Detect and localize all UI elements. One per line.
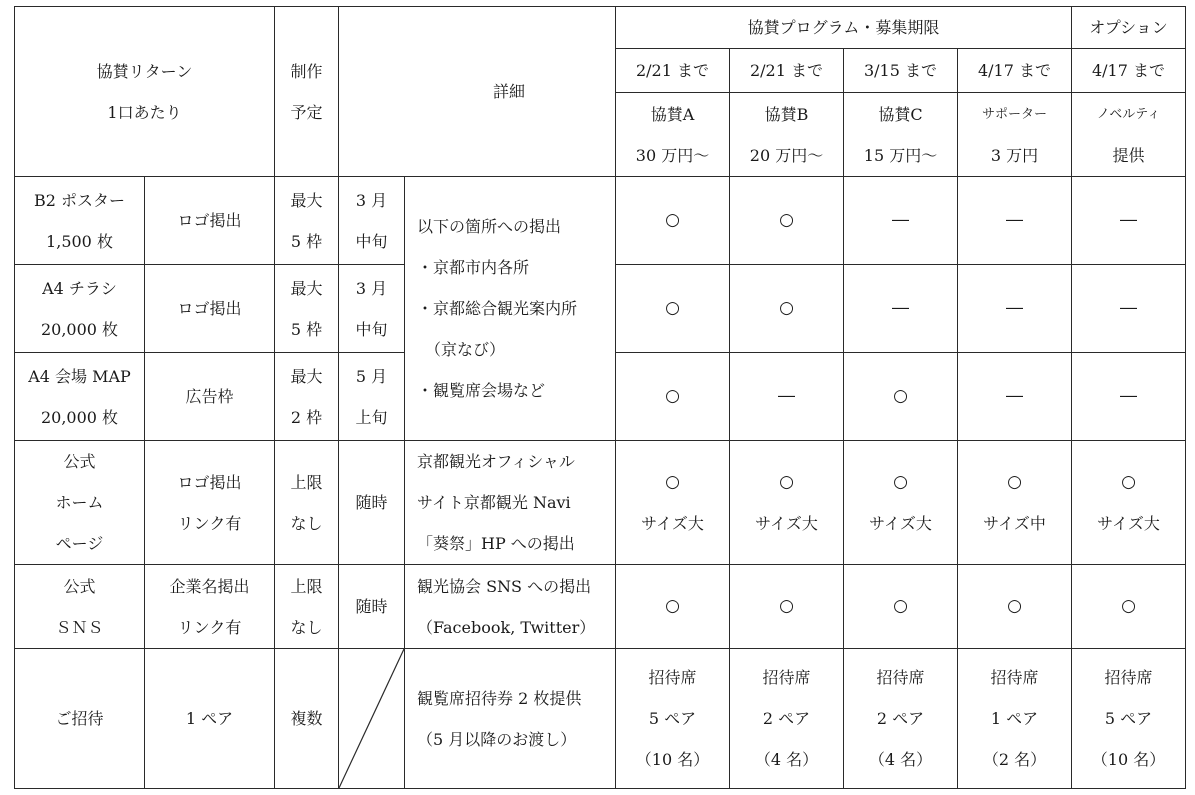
value-line: 2 ペア — [762, 709, 811, 728]
option-header: オプション — [1072, 7, 1186, 49]
diagonal-slash — [339, 649, 404, 788]
details-line: ・観覧席会場など — [417, 381, 546, 400]
availability-mark: ○ — [893, 596, 908, 616]
availability-mark: ― — [778, 386, 795, 406]
schedule-cell — [339, 177, 405, 265]
content-cell — [145, 649, 275, 789]
value-line: （10 名） — [635, 750, 710, 769]
details-line: 京都観光オフィシャル — [417, 452, 575, 471]
content-line: リンク有 — [177, 513, 242, 533]
program-price: 15 万円～ — [863, 145, 938, 165]
content-cell — [145, 441, 275, 565]
program-value-cell — [616, 177, 730, 265]
item-line: 20,000 枚 — [40, 319, 119, 339]
program-price: 20 万円～ — [749, 145, 824, 165]
program-value-cell — [730, 353, 844, 441]
schedule-line: 5 月 — [355, 366, 388, 386]
schedule-line: 随時 — [355, 597, 388, 616]
details-line: 「葵祭」HP への掲出 — [417, 534, 575, 553]
table-row — [15, 441, 1186, 565]
program-value-cell — [616, 565, 730, 649]
availability-mark: ○ — [665, 210, 680, 230]
deadline-cell: 4/17 まで — [1072, 49, 1186, 93]
content-cell — [145, 177, 275, 265]
item-line: ページ — [55, 534, 104, 553]
limit-cell — [275, 441, 339, 565]
item-cell — [15, 265, 145, 353]
program-value-cell — [730, 177, 844, 265]
return-subtitle: 1口あたり — [107, 102, 182, 122]
program-name: 協賛A — [650, 104, 695, 124]
details-line: 観光協会 SNS への掲出 — [417, 576, 592, 596]
limit-cell — [275, 565, 339, 649]
availability-mark: ― — [1120, 210, 1137, 230]
program-value-cell — [1072, 177, 1186, 265]
value-line: 2 ペア — [876, 709, 925, 728]
limit-cell — [275, 649, 339, 789]
details-line: サイト京都観光 Navi — [417, 493, 571, 512]
program-value-cell — [1072, 441, 1186, 565]
value-line: 1 ペア — [990, 709, 1039, 728]
program-value-cell — [844, 649, 958, 789]
availability-mark: ○ — [779, 298, 794, 318]
details-cell — [405, 565, 616, 649]
program-value-cell — [958, 441, 1072, 565]
item-cell — [15, 565, 145, 649]
item-line: A4 チラシ — [42, 278, 117, 298]
program-cell — [1072, 93, 1186, 177]
program-value-cell — [844, 265, 958, 353]
item-line: A4 会場 MAP — [28, 366, 131, 386]
availability-mark: ○ — [665, 596, 680, 616]
limit-line: 複数 — [290, 709, 323, 728]
item-line: ご招待 — [55, 709, 104, 728]
limit-line: なし — [290, 617, 323, 637]
content-line: リンク有 — [177, 617, 242, 637]
content-cell — [145, 565, 275, 649]
program-value-cell — [616, 649, 730, 789]
availability-mark: ― — [1006, 210, 1023, 230]
content-cell — [145, 353, 275, 441]
program-value-cell — [844, 441, 958, 565]
value-line: 5 ペア — [648, 709, 697, 728]
program-value-cell — [730, 441, 844, 565]
program-cell — [958, 93, 1072, 177]
value-line: サイズ大 — [1097, 513, 1160, 533]
program-value-cell — [730, 565, 844, 649]
value-line: 招待席 — [648, 668, 697, 687]
value-line: 招待席 — [990, 668, 1039, 687]
program-value-cell — [844, 565, 958, 649]
content-line: ロゴ掲出 — [177, 472, 242, 492]
program-name: ノベルティ — [1096, 106, 1161, 122]
availability-mark: ○ — [665, 386, 680, 406]
table-row — [15, 177, 1186, 265]
schedule-cell-empty — [339, 649, 405, 789]
availability-mark: ― — [892, 210, 909, 230]
program-value-cell — [616, 441, 730, 565]
item-line: 20,000 枚 — [40, 407, 119, 427]
details-line: （5 月以降のお渡し） — [417, 729, 577, 749]
program-value-cell — [958, 565, 1072, 649]
program-value-cell — [616, 353, 730, 441]
availability-mark: ○ — [779, 210, 794, 230]
program-value-cell — [730, 265, 844, 353]
limit-line: 最大 — [290, 366, 323, 386]
value-line: 招待席 — [876, 668, 925, 687]
availability-mark: ○ — [665, 298, 680, 318]
program-value-cell — [958, 649, 1072, 789]
return-title: 協賛リターン — [96, 61, 193, 81]
limit-cell — [275, 265, 339, 353]
item-line: B2 ポスター — [33, 190, 126, 210]
value-line: （4 名） — [868, 750, 933, 769]
value-line: サイズ大 — [869, 513, 932, 533]
value-line: （4 名） — [754, 750, 819, 769]
availability-mark: ○ — [1007, 471, 1022, 492]
program-price: 提供 — [1112, 145, 1145, 165]
availability-mark: ― — [1006, 298, 1023, 318]
limit-line: 上限 — [290, 576, 323, 596]
details-line: 観覧席招待券 2 枚提供 — [417, 688, 582, 708]
item-cell — [15, 177, 145, 265]
deadline-cell: 3/15 まで — [844, 49, 958, 93]
program-value-cell — [1072, 265, 1186, 353]
schedule-cell — [339, 565, 405, 649]
limit-line: なし — [290, 513, 323, 533]
limit-line: 2 枠 — [290, 407, 323, 427]
availability-mark: ― — [1120, 386, 1137, 406]
item-cell — [15, 649, 145, 789]
value-line: サイズ大 — [641, 513, 704, 533]
deadline-cell: 4/17 まで — [958, 49, 1072, 93]
schedule-line: 随時 — [355, 493, 388, 512]
program-cell — [844, 93, 958, 177]
schedule-cell — [339, 441, 405, 565]
program-value-cell — [1072, 565, 1186, 649]
program-value-cell — [730, 649, 844, 789]
limit-cell — [275, 177, 339, 265]
program-price: 30 万円～ — [635, 145, 710, 165]
details-cell — [405, 649, 616, 789]
details-line: （京なび） — [417, 340, 506, 359]
availability-mark: ○ — [1007, 596, 1022, 616]
program-value-cell — [1072, 649, 1186, 789]
availability-mark: ○ — [893, 471, 908, 492]
item-line: ＳＮＳ — [55, 617, 104, 637]
limit-line: 最大 — [290, 278, 323, 298]
program-name: サポーター — [981, 106, 1047, 122]
schedule-cell — [339, 353, 405, 441]
schedule-line: 中旬 — [355, 319, 388, 339]
value-line: 5 ペア — [1104, 709, 1153, 728]
details-line: ・京都総合観光案内所 — [417, 299, 578, 318]
table-row — [15, 649, 1186, 789]
value-line: 招待席 — [1104, 668, 1153, 687]
schedule-header — [275, 7, 339, 177]
schedule-line: 3 月 — [355, 278, 388, 298]
details-cell — [405, 441, 616, 565]
availability-mark: ― — [1006, 386, 1023, 406]
content-line: 1 ペア — [185, 709, 234, 728]
deadline-cell: 2/21 まで — [616, 49, 730, 93]
availability-mark: ○ — [665, 471, 680, 492]
shared-details-cell — [405, 177, 616, 441]
availability-mark: ○ — [1121, 596, 1136, 616]
item-line: 1,500 枚 — [46, 231, 113, 251]
details-line: （Facebook, Twitter） — [417, 617, 596, 637]
program-name: 協賛B — [764, 104, 809, 124]
value-line: 招待席 — [762, 668, 811, 687]
program-name: 協賛C — [878, 104, 923, 124]
value-line: サイズ大 — [755, 513, 818, 533]
return-header — [15, 7, 275, 177]
schedule-header-line: 制作 — [290, 61, 323, 81]
program-value-cell — [958, 265, 1072, 353]
item-cell — [15, 353, 145, 441]
program-price: 3 万円 — [990, 145, 1039, 165]
availability-mark: ○ — [779, 596, 794, 616]
table-row — [15, 565, 1186, 649]
schedule-header-line: 予定 — [290, 102, 323, 122]
sponsorship-table — [14, 6, 1186, 789]
limit-line: 5 枠 — [290, 231, 323, 251]
item-line: 公式 — [63, 576, 96, 596]
item-cell — [15, 441, 145, 565]
content-line: 広告枠 — [185, 387, 234, 406]
schedule-line: 中旬 — [355, 231, 388, 251]
details-line: 以下の箇所への掲出 — [417, 217, 562, 236]
schedule-line: 3 月 — [355, 190, 388, 210]
content-line: 企業名掲出 — [169, 576, 250, 596]
program-value-cell — [616, 265, 730, 353]
item-line: 公式 — [63, 452, 96, 471]
availability-mark: ○ — [893, 386, 908, 406]
details-line: ・京都市内各所 — [417, 258, 530, 277]
details-header: 詳細 — [339, 7, 616, 177]
availability-mark: ― — [1120, 298, 1137, 318]
deadline-cell: 2/21 まで — [730, 49, 844, 93]
limit-line: 上限 — [290, 472, 323, 492]
schedule-cell — [339, 265, 405, 353]
program-header: 協賛プログラム・募集期限 — [616, 7, 1072, 49]
content-cell — [145, 265, 275, 353]
limit-cell — [275, 353, 339, 441]
program-value-cell — [958, 177, 1072, 265]
value-line: （10 名） — [1091, 750, 1166, 769]
program-cell — [730, 93, 844, 177]
program-value-cell — [844, 353, 958, 441]
value-line: （2 名） — [982, 750, 1047, 769]
program-value-cell — [1072, 353, 1186, 441]
limit-line: 最大 — [290, 190, 323, 210]
availability-mark: ○ — [779, 471, 794, 492]
content-line: ロゴ掲出 — [177, 211, 242, 230]
program-value-cell — [844, 177, 958, 265]
item-line: ホーム — [55, 493, 104, 512]
program-value-cell — [958, 353, 1072, 441]
availability-mark: ― — [892, 298, 909, 318]
schedule-line: 上旬 — [355, 407, 388, 427]
content-line: ロゴ掲出 — [177, 299, 242, 318]
availability-mark: ○ — [1121, 471, 1136, 492]
limit-line: 5 枠 — [290, 319, 323, 339]
value-line: サイズ中 — [983, 513, 1046, 533]
program-cell — [616, 93, 730, 177]
